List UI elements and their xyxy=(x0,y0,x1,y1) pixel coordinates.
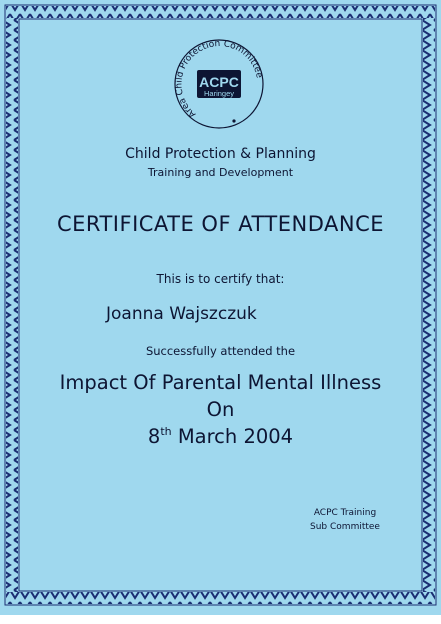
date-month-year: March 2004 xyxy=(171,425,294,448)
logo-ring-text: Area Child Protection Committee xyxy=(174,39,264,120)
on-text: On xyxy=(206,398,235,421)
date-suffix: th xyxy=(160,425,172,438)
attended-text: Successfully attended the xyxy=(145,344,296,358)
logo-badge-subtitle: Haringey xyxy=(203,89,235,98)
certify-text: This is to certify that: xyxy=(156,272,285,286)
organisation-subtitle: Training and Development xyxy=(147,166,294,179)
issuer-block xyxy=(300,506,390,534)
logo-badge-title: ACPC xyxy=(199,74,239,90)
issuer-line-1: ACPC Training xyxy=(313,508,377,518)
acpc-logo xyxy=(173,38,265,130)
date-day: 8 xyxy=(147,425,161,448)
recipient-name: Joanna Wajszczuk xyxy=(106,304,257,324)
course-title: Impact Of Parental Mental Illness xyxy=(59,371,382,394)
organisation-name: Child Protection & Planning xyxy=(125,146,316,162)
issuer-line-2: Sub Committee xyxy=(310,522,380,532)
course-date xyxy=(0,425,441,448)
certificate-title: CERTIFICATE OF ATTENDANCE xyxy=(56,212,385,236)
